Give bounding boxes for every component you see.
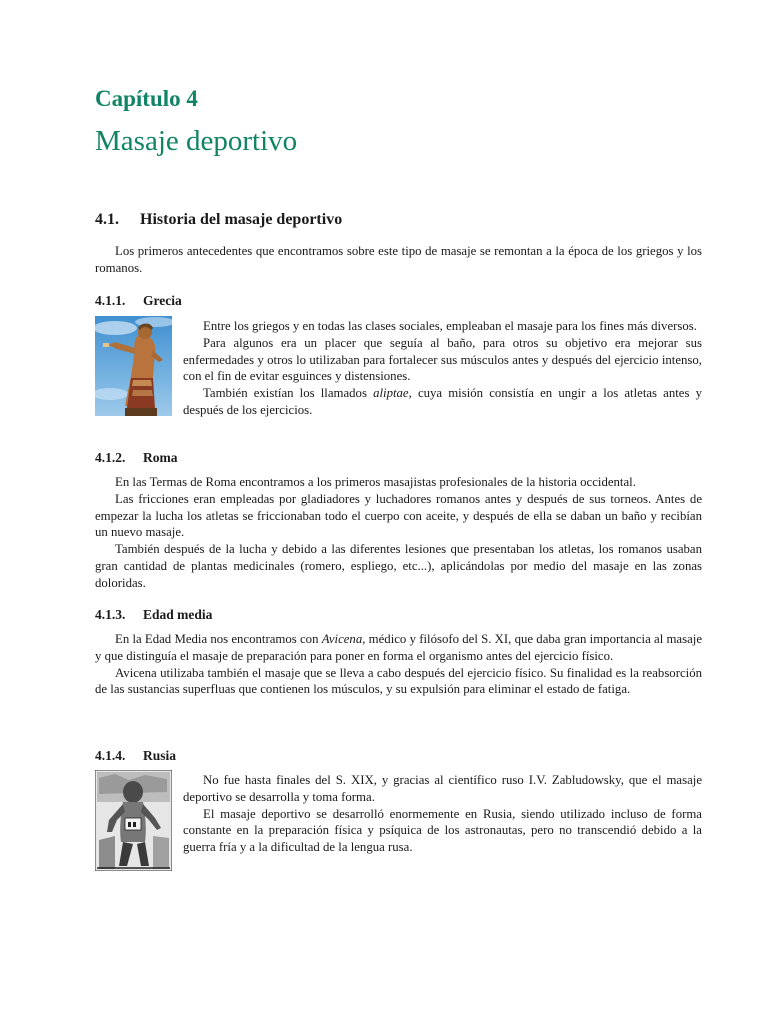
- subsection-title: Rusia: [143, 748, 177, 763]
- subsection-title: Roma: [143, 450, 178, 465]
- paragraph: Entre los griegos y en todas las clases sociales, empleaban el masaje para los fines más diversos.: [203, 319, 697, 333]
- subsection-body-rusia: [183, 772, 702, 856]
- subsection-heading-grecia: [95, 293, 182, 309]
- section-title: Historia del masaje deportivo: [140, 211, 343, 228]
- subsection-heading-edad-media: [95, 607, 212, 623]
- chapter-title: Masaje deportivo: [95, 125, 298, 157]
- chapter-label: Capítulo 4: [95, 86, 198, 111]
- paragraph: El masaje deportivo se desarrolló enormemente en Rusia, siendo utilizado incluso de forma constante en la preparación física y psíquica de los astronautas, pero no transcendió debido a la guerra fría y a la dificultad de la lengua rusa.: [183, 806, 702, 855]
- subsection-heading-rusia: [95, 748, 176, 764]
- subsection-number: 4.1.1.: [95, 293, 126, 308]
- text-run: En la Edad Media nos encontramos con: [115, 632, 322, 646]
- subsection-number: 4.1.3.: [95, 607, 126, 622]
- italic-term: aliptae: [373, 386, 409, 401]
- runner-image: [95, 770, 172, 871]
- intro-paragraph: Los primeros antecedentes que encontramos sobre este tipo de masaje se remontan a la época de los griegos y los romanos.: [95, 244, 702, 275]
- text-run: , cuya misión consistía en ungir a los atletas antes y después de los ejercicios.: [183, 386, 702, 417]
- greek-statue-image: [95, 316, 172, 416]
- section-intro: [95, 243, 702, 277]
- subsection-title: Grecia: [143, 293, 182, 308]
- text-run: También existían los llamados: [203, 386, 374, 401]
- italic-term: Avicena: [321, 632, 363, 646]
- paragraph: No fue hasta finales del S. XIX, y gracias al científico ruso I.V. Zabludowsky, que el masaje deportivo se desarrolla y toma forma.: [183, 773, 702, 804]
- subsection-title: Edad media: [143, 607, 213, 622]
- subsection-body-grecia: [183, 318, 702, 419]
- subsection-heading-roma: [95, 450, 178, 466]
- text-run: , médico y filósofo del S. XI, que daba gran importancia al masaje y que distinguía el masaje de preparación para poner en forma el organismo antes del ejercicio físico.: [95, 632, 703, 663]
- section-number: 4.1.: [95, 211, 119, 228]
- paragraph: Avicena utilizaba también el masaje que se lleva a cabo después del ejercicio físico. Su finalidad es la reabsorción de las sustancias superfluas que contienen los músculos, y su expulsión para eliminar el estado de fatiga.: [95, 665, 702, 697]
- section-heading: [95, 211, 342, 229]
- runner-photo: [95, 770, 172, 871]
- paragraph: [183, 385, 702, 419]
- subsection-body-edad-media: [95, 631, 702, 698]
- subsection-body-roma: [95, 474, 702, 592]
- greek-statue-photo: [95, 316, 172, 416]
- subsection-number: 4.1.2.: [95, 450, 126, 465]
- paragraph: En las Termas de Roma encontramos a los primeros masajistas profesionales de la historia occidental.: [115, 475, 636, 489]
- paragraph: Las fricciones eran empleadas por gladiadores y luchadores romanos antes y después de sus torneos. Antes de empezar la lucha los atletas se friccionaban todo el cuerpo con aceite, y después de ella se daban un baño y recibían un nuevo masaje.: [95, 491, 702, 540]
- subsection-number: 4.1.4.: [95, 748, 126, 763]
- paragraph: También después de la lucha y debido a las diferentes lesiones que presentaban los atletas, los romanos usaban gran cantidad de plantas medicinales (romero, espliego, etc...), aplicándolas por medio del masaje en las zonas doloridas.: [95, 542, 702, 590]
- paragraph: [95, 631, 702, 665]
- paragraph: Para algunos era un placer que seguía al baño, para otros su objetivo era mejorar sus enfermedades y otros lo utilizaban para fortalecer sus músculos antes y después del ejercicio intenso, con el fin de evitar esguinces y distensiones.: [183, 335, 702, 384]
